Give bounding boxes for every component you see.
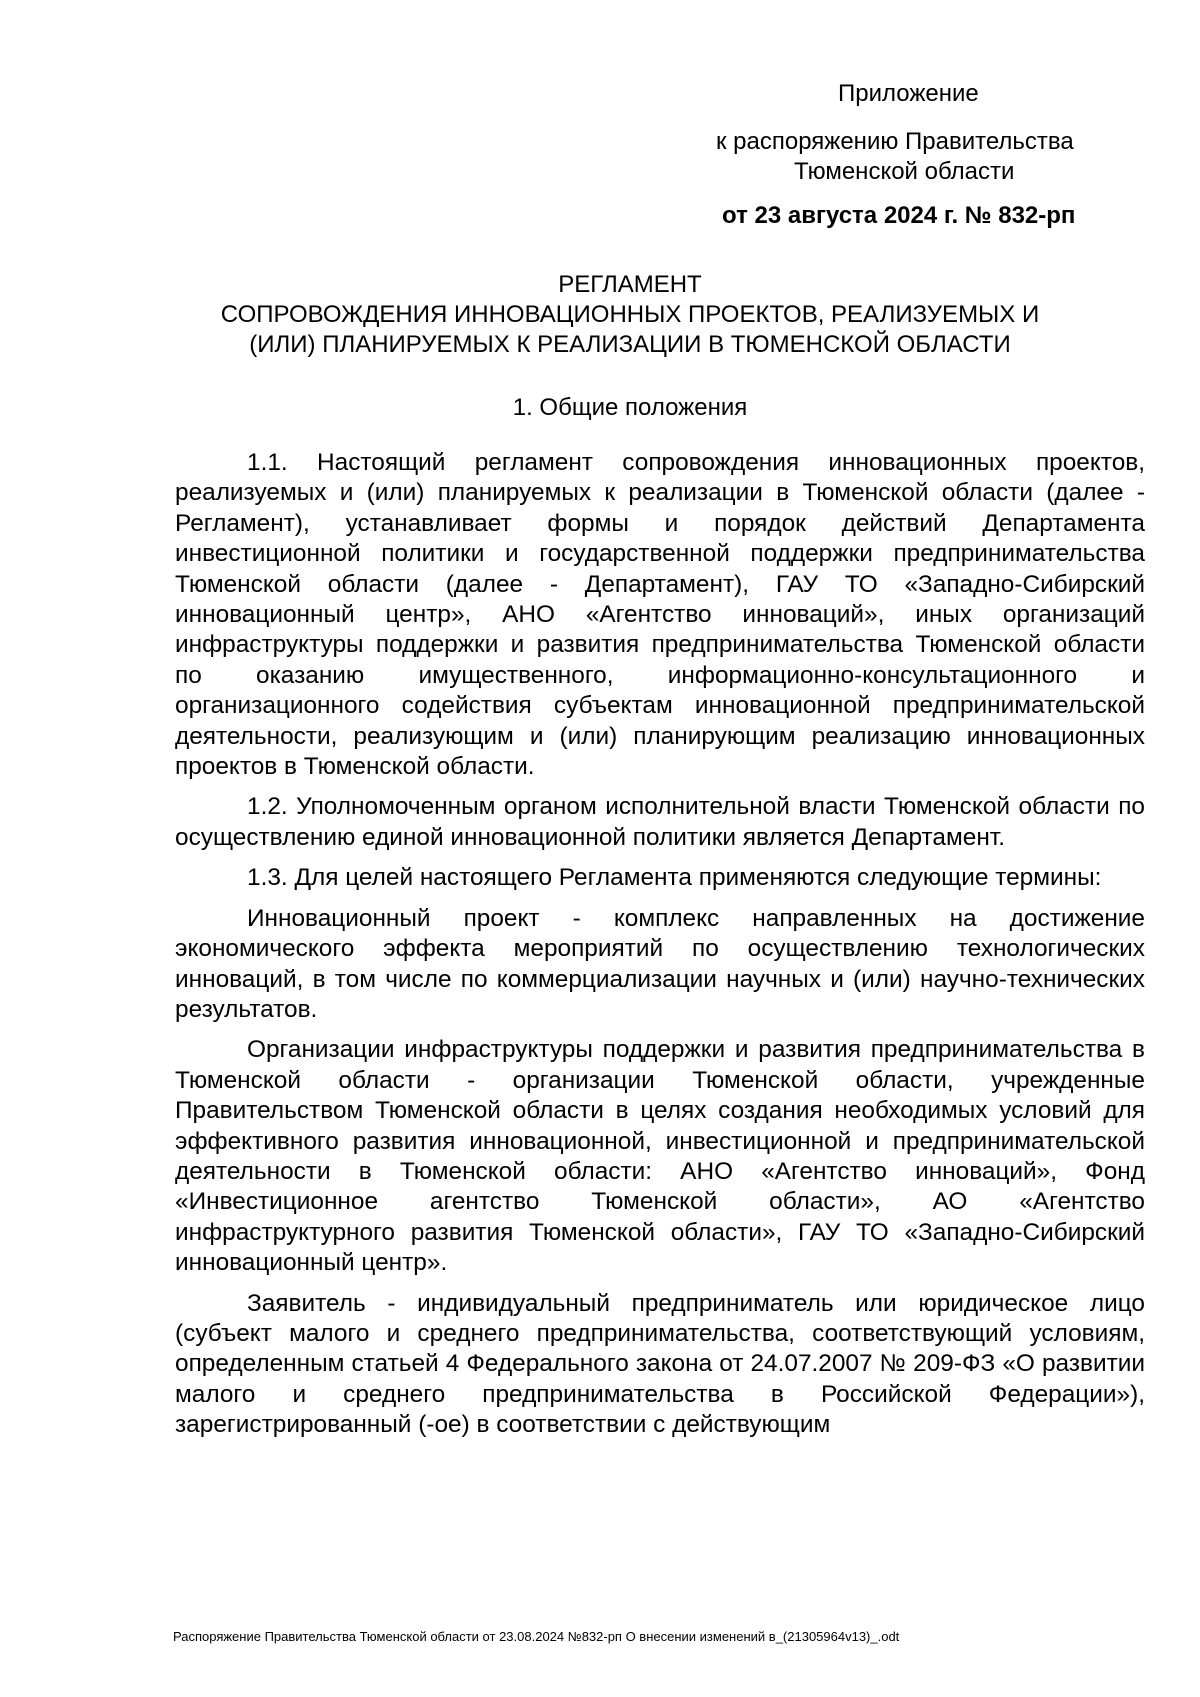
document-body	[175, 448, 1145, 1451]
title-line-2: СОПРОВОЖДЕНИЯ ИННОВАЦИОННЫХ ПРОЕКТОВ, РЕАЛИЗУЕМЫХ И	[220, 301, 1040, 328]
paragraph-applicant: Заявитель - индивидуальный предприниматель или юридическое лицо (субъект малого и среднего предпринимательства, соответствующий условиям, определенным статьей 4 Федерального закона от 24.07.2007 № 209-ФЗ «О развитии малого и среднего предпринимательства в Российской Федерации»), зарегистрированный (-ое) в соответствии с действующим	[175, 1289, 1145, 1439]
order-reference-line1: к распоряжению Правительства	[716, 128, 1074, 155]
paragraph-1-1: 1.1. Настоящий регламент сопровождения инновационных проектов, реализуемых и (или) планируемых к реализации в Тюменской области (далее - Регламент), устанавливает формы и порядок действий Департамента инвестиционной политики и государственной поддержки предпринимательства Тюменской области (далее - Департамент), ГАУ ТО «Западно-Сибирский инновационный центр», АНО «Агентство инноваций», иных организаций инфраструктуры поддержки и развития предпринимательства Тюменской области по оказанию имущественного, информационно-консультационного и организационного содействия субъектам инновационной предпринимательской деятельности, реализующим и (или) планирующим реализацию инновационных проектов в Тюменской области.	[175, 449, 1145, 781]
paragraph-infrastructure-orgs: Организации инфраструктуры поддержки и развития предпринимательства в Тюменской области - организации Тюменской области, учрежденные Правительством Тюменской области в целях создания необходимых условий для эффективного развития инновационной, инвестиционной и предпринимательской деятельности в Тюменской области: АНО «Агентство инноваций», Фонд «Инвестиционное агентство Тюменской области», АО «Агентство инфраструктурного развития Тюменской области», ГАУ ТО «Западно-Сибирский инновационный центр».	[175, 1036, 1145, 1277]
section-heading: 1. Общие положения	[512, 394, 748, 421]
title-line-3: (ИЛИ) ПЛАНИРУЕМЫХ К РЕАЛИЗАЦИИ В ТЮМЕНСКОЙ ОБЛАСТИ	[249, 331, 1011, 358]
title-line-1: РЕГЛАМЕНТ	[558, 271, 702, 298]
order-reference-line2: Тюменской области	[794, 158, 1015, 185]
paragraph-1-3: 1.3. Для целей настоящего Регламента применяются следующие термины:	[247, 864, 1102, 892]
document-title	[150, 270, 1110, 360]
paragraph-innovation-project: Инновационный проект - комплекс направленных на достижение экономического эффекта мероприятий по осуществлению технологических инноваций, в том числе по коммерциализации научных и (или) научно-технических результатов.	[175, 904, 1145, 1023]
appendix-label: Приложение	[838, 80, 979, 107]
paragraph-1-2: 1.2. Уполномоченным органом исполнительной власти Тюменской области по осуществлению единой инновационной политики является Департамент.	[175, 793, 1145, 851]
order-date-number: от 23 августа 2024 г. № 832-рп	[722, 202, 1076, 229]
page-footer: Распоряжение Правительства Тюменской области от 23.08.2024 №832-рп О внесении изменений в_(21305964v13)_.odt	[173, 1629, 900, 1644]
